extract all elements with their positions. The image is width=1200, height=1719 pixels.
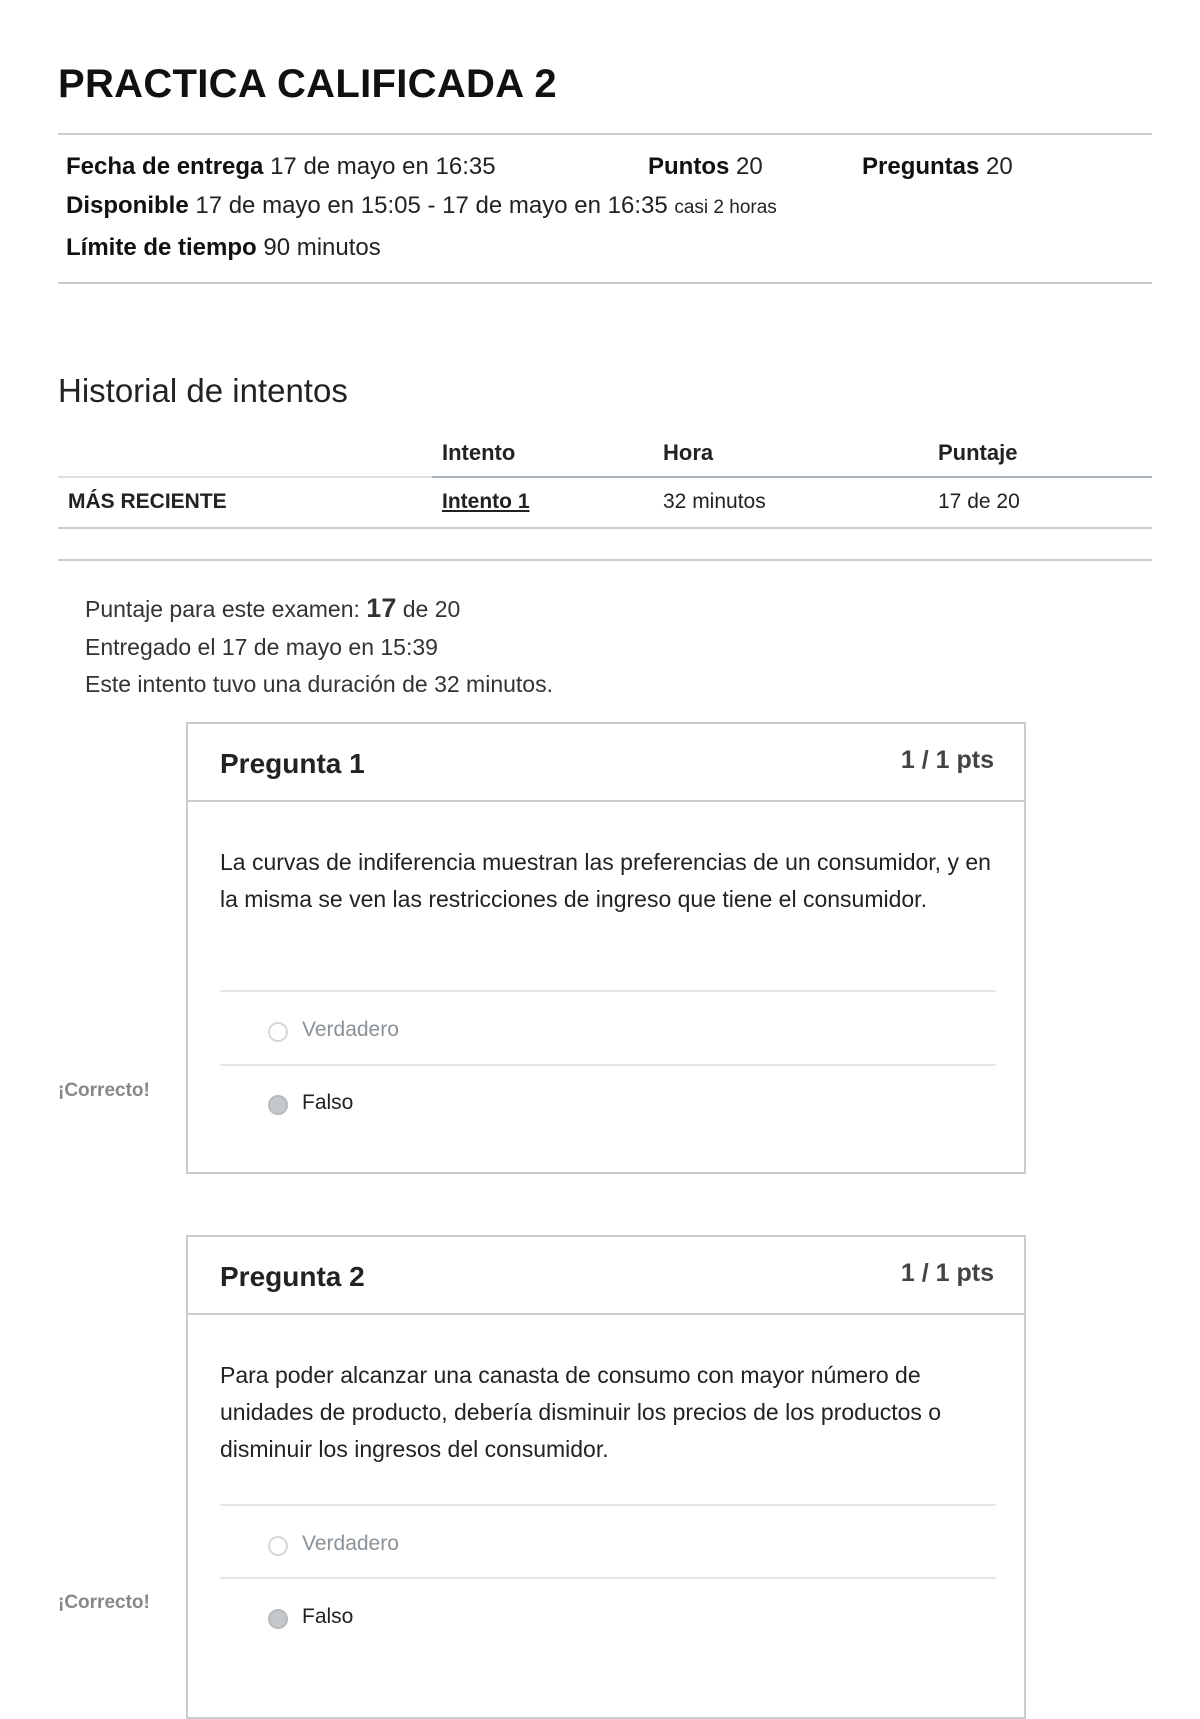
quiz-details-row-2 <box>66 192 777 220</box>
option-verdadero[interactable]: Verdadero <box>302 1018 399 1041</box>
available-note: casi 2 horas <box>674 197 777 218</box>
duration-text: Este intento tuvo una duración de 32 minutos. <box>85 671 553 697</box>
questions-value: 20 <box>986 153 1013 180</box>
question-points: 1 / 1 pts <box>900 1259 994 1287</box>
option-falso[interactable]: Falso <box>302 1605 354 1628</box>
history-header-divider-left <box>58 476 432 478</box>
time-limit-value: 90 minutos <box>263 234 381 261</box>
question-title: Pregunta 1 <box>220 748 365 779</box>
available-value: 17 de mayo en 15:05 - 17 de mayo en 16:35 <box>195 192 668 219</box>
correct-label-2: ¡Correcto! <box>58 1592 150 1613</box>
history-row-time: 32 minutos <box>663 490 766 513</box>
details-divider <box>58 282 1152 284</box>
submitted-text: Entregado el 17 de mayo en 15:39 <box>85 634 438 660</box>
answer-divider <box>220 1064 996 1066</box>
radio-verdadero[interactable] <box>268 1022 288 1042</box>
exam-score <box>85 593 460 624</box>
question-text: La curvas de indiferencia muestran las preferencias de un consumidor, y en la misma se ven las restricciones de ingreso que tiene el consumidor. <box>220 849 991 912</box>
radio-verdadero[interactable] <box>268 1536 288 1556</box>
history-attempt-link-cell <box>442 490 530 514</box>
due-label: Fecha de entrega <box>66 153 264 180</box>
page-title: PRACTICA CALIFICADA 2 <box>58 62 557 106</box>
questions-label: Preguntas <box>862 153 980 180</box>
questions-detail <box>862 153 1013 181</box>
answer-divider <box>220 1577 996 1579</box>
option-verdadero[interactable]: Verdadero <box>302 1532 399 1555</box>
quiz-details-row-1 <box>66 153 496 181</box>
question-text: Para poder alcanzar una canasta de consumo con mayor número de unidades de producto, debería disminuir los precios de los productos o disminuir los ingresos del consumidor. <box>220 1362 942 1462</box>
score-suffix: de 20 <box>396 596 461 622</box>
attempt-link[interactable]: Intento 1 <box>442 490 530 513</box>
correct-label-1: ¡Correcto! <box>58 1080 150 1101</box>
points-label: Puntos <box>648 153 730 180</box>
available-label: Disponible <box>66 192 189 219</box>
history-header-divider <box>432 476 1152 478</box>
history-row-divider <box>58 527 1152 529</box>
answer-divider <box>220 990 996 992</box>
col-header-score: Puntaje <box>938 440 1018 465</box>
option-falso[interactable]: Falso <box>302 1091 354 1114</box>
score-value: 17 <box>366 593 397 623</box>
points-value: 20 <box>736 153 763 180</box>
col-header-attempt: Intento <box>442 440 516 465</box>
radio-falso-selected[interactable] <box>268 1609 288 1629</box>
question-points: 1 / 1 pts <box>900 746 994 774</box>
history-title: Historial de intentos <box>58 372 348 409</box>
summary-divider <box>58 559 1152 561</box>
points-detail <box>648 153 763 181</box>
col-header-time: Hora <box>663 440 714 465</box>
history-row-score: 17 de 20 <box>938 490 1020 513</box>
question-title: Pregunta 2 <box>220 1261 365 1292</box>
radio-falso-selected[interactable] <box>268 1095 288 1115</box>
question-header <box>188 724 1024 802</box>
quiz-details-row-3 <box>66 234 381 262</box>
question-card-2 <box>186 1235 1026 1719</box>
question-header <box>188 1237 1024 1315</box>
history-row-label: MÁS RECIENTE <box>68 490 227 513</box>
answer-divider <box>220 1504 996 1506</box>
question-card-1 <box>186 722 1026 1174</box>
due-value: 17 de mayo en 16:35 <box>270 153 496 180</box>
time-limit-label: Límite de tiempo <box>66 234 257 261</box>
score-prefix: Puntaje para este examen: <box>85 596 367 622</box>
header-divider <box>58 133 1152 135</box>
